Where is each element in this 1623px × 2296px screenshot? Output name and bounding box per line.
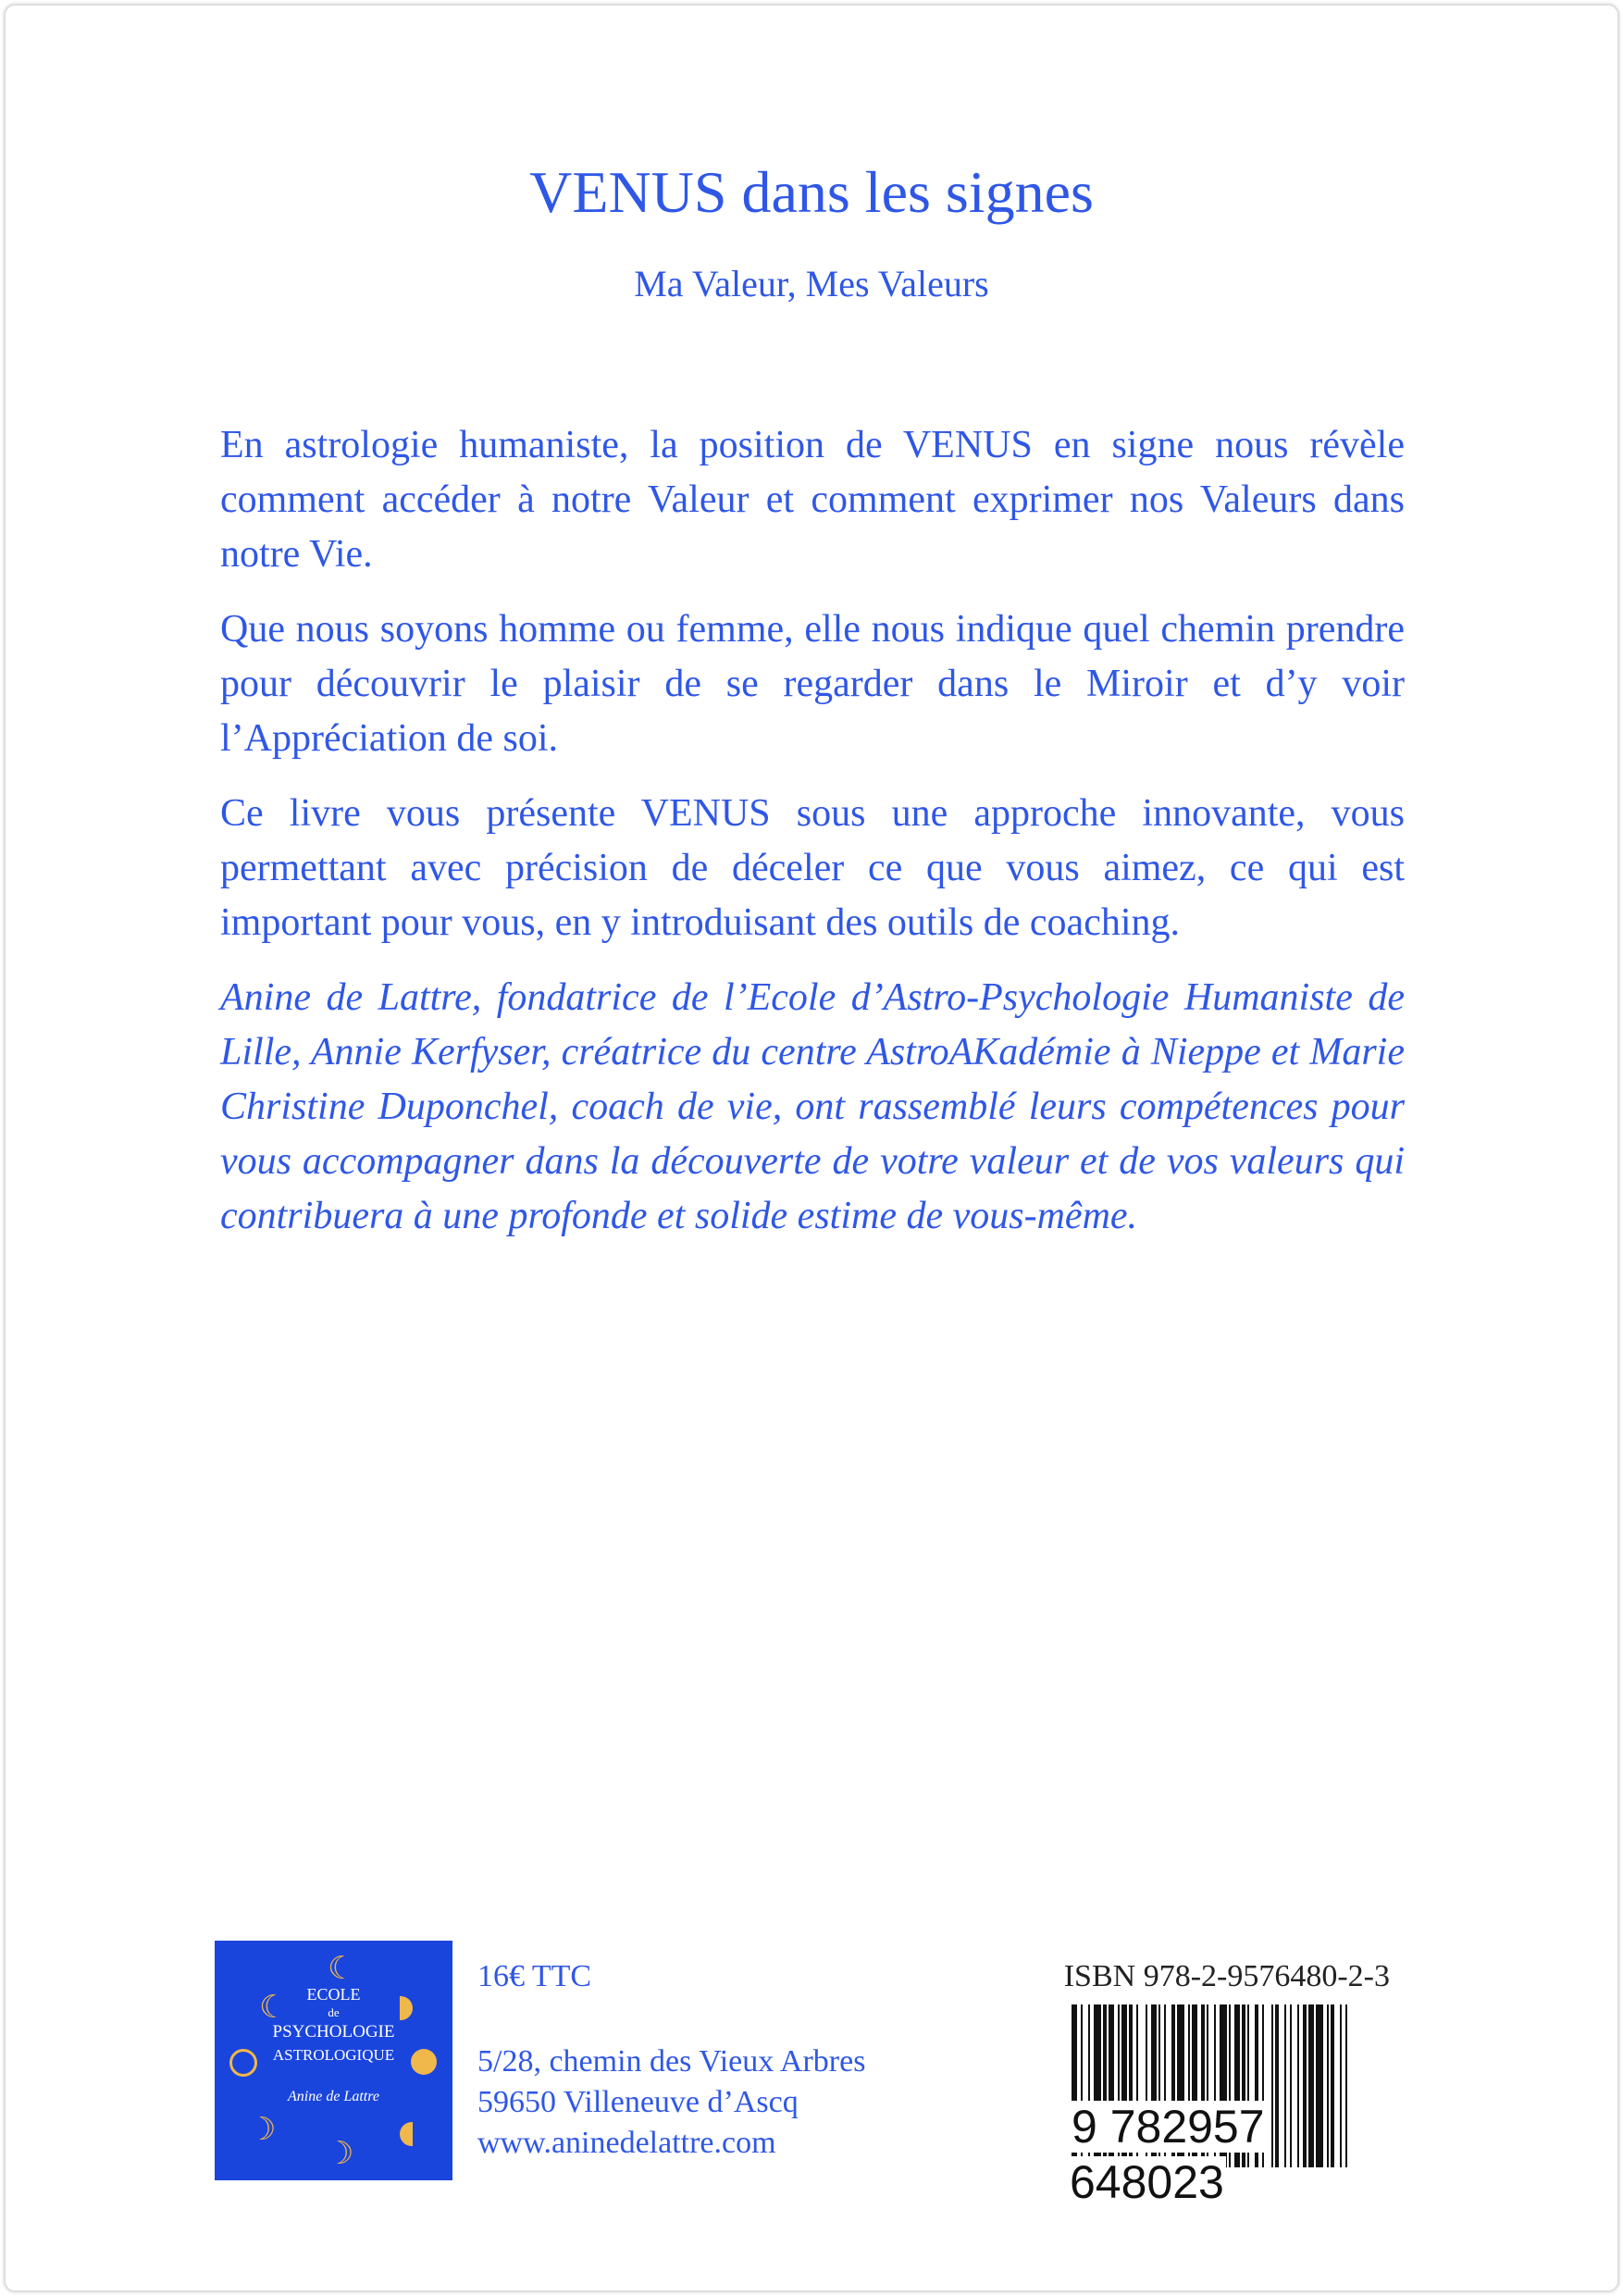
authors-paragraph: Anine de Lattre, fondatrice de l’Ecole d’Astro-Psychologie Humaniste de Lille, Annie Kerfyser, créatrice du centre AstroAKadémie à Nieppe et Marie Christine Duponchel, coach de vie, ont rassemblé leurs compétences pour vous accompagner dans la découverte de votre valeur et de vos valeurs qui contribuera à une profonde et solide estime de vous-même. — [220, 976, 1405, 1237]
blurb-paragraph: En astrologie humaniste, la position de VENUS en signe nous révèle comment accéder à notre Valeur et comment exprimer nos Valeurs dans notre Vie. — [220, 424, 1405, 576]
logo-line-astrologique: ASTROLOGIQUE — [272, 2046, 395, 2064]
price: 16€ TTC — [477, 1959, 592, 1993]
logo-signature: Anine de Lattre — [288, 2089, 379, 2104]
logo-line-de: de — [328, 2005, 340, 2019]
crescent-moon-icon: ☽ — [326, 2137, 354, 2171]
blurb-paragraph: Ce livre vous présente VENUS sous une approche innovante, vous permettant avec précision de déceler ce que vous aimez, ce qui est important pour vous, en y introduisant des outils de coaching. — [220, 792, 1405, 944]
barcode-digits — [1070, 2099, 1392, 2210]
logo-line-psychologie: PSYCHOLOGIE — [272, 2022, 395, 2042]
isbn-label: ISBN 978-2-9576480-2-3 — [1063, 1959, 1390, 1993]
address-line-1: 5/28, chemin des Vieux Arbres — [477, 2044, 866, 2079]
address-line-2: 59650 Villeneuve d’Ascq — [477, 2085, 799, 2119]
book-title: VENUS dans les signes — [529, 159, 1094, 225]
website-link[interactable]: www.aninedelattre.com — [477, 2126, 776, 2160]
crescent-moon-icon: ☾ — [259, 1991, 288, 2025]
crescent-moon-icon: ☾ — [328, 1952, 356, 1986]
blurb — [220, 418, 1405, 1264]
half-moon-icon — [400, 2122, 413, 2146]
barcode-digits-text: 9 782957 648023 — [1070, 2101, 1265, 2208]
logo-line-ecole: ECOLE — [306, 1985, 361, 2004]
crescent-moon-icon: ☽ — [248, 2113, 277, 2147]
book-subtitle: Ma Valeur, Mes Valeurs — [634, 263, 989, 304]
blurb-paragraph: Que nous soyons homme ou femme, elle nous indique quel chemin prendre pour découvrir le plaisir de se regarder dans le Miroir et d’y voir l’Appréciation de soi. — [220, 608, 1405, 760]
school-logo — [215, 1941, 452, 2180]
